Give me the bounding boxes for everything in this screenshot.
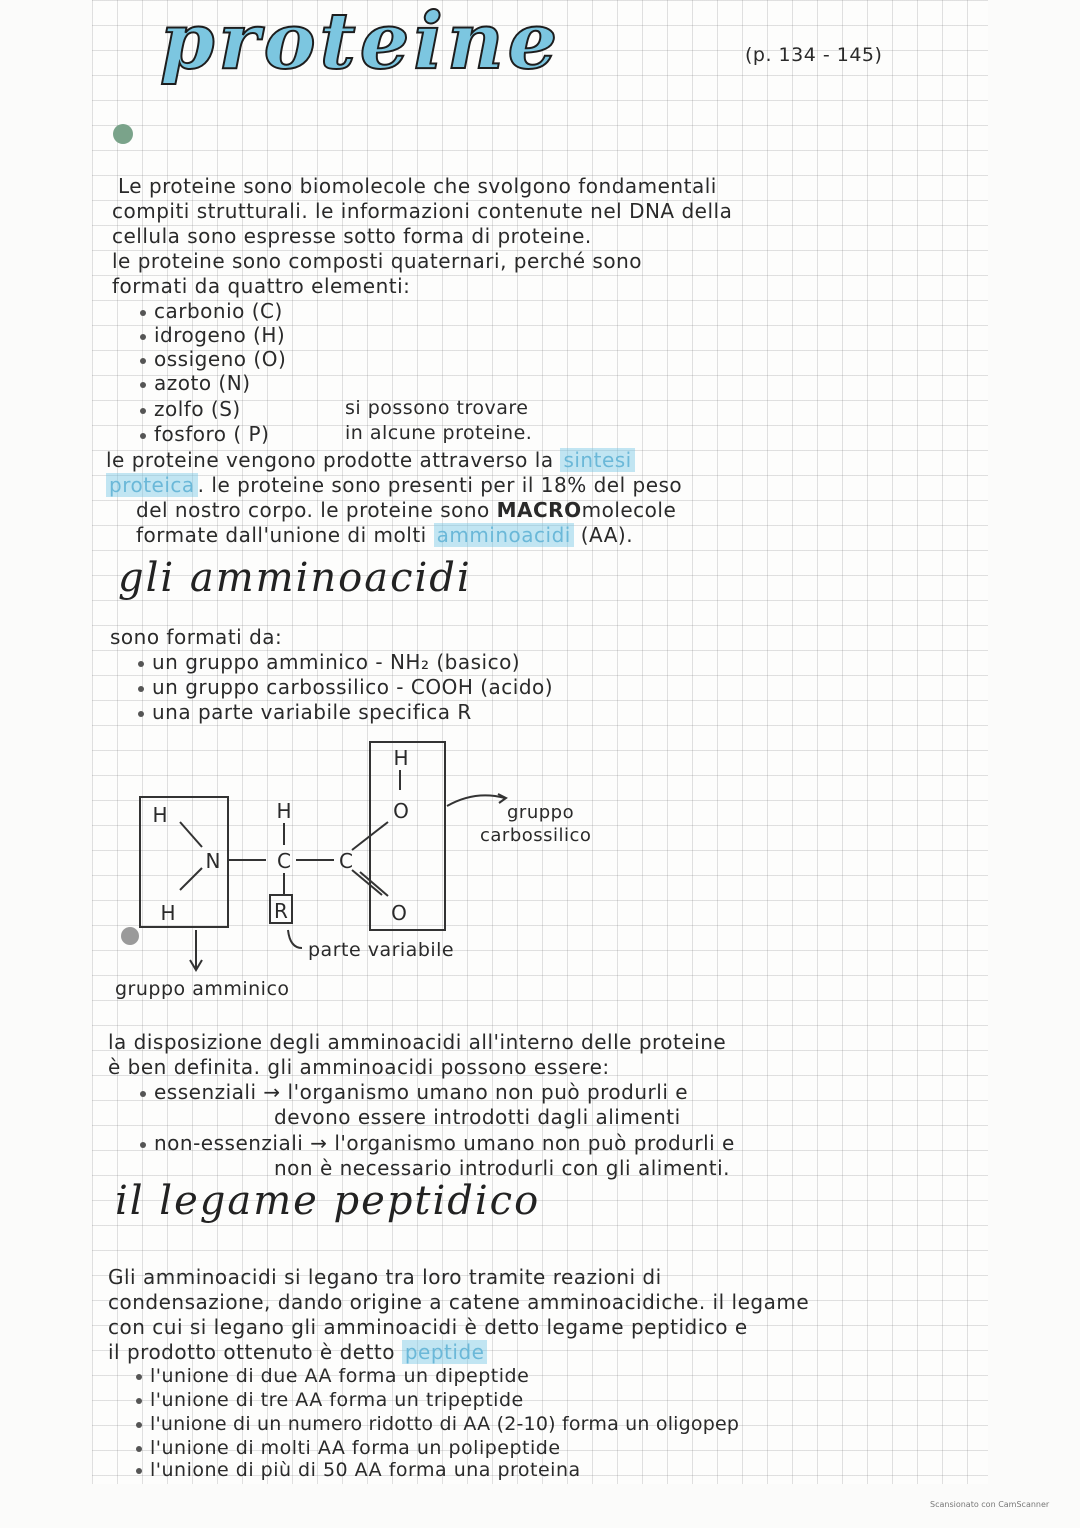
component-item: un gruppo amminico - NH₂ (basico) — [138, 650, 520, 674]
synthesis-line: proteica . le proteine sono presenti per il 18% del peso — [106, 473, 682, 497]
peptide-item: l'unione di molti AA forma un polipeptide — [136, 1437, 561, 1459]
peptide-line: Gli amminoacidi si legano tra loro tramite reazioni di — [108, 1265, 662, 1289]
bullet-icon — [136, 1422, 142, 1428]
synthesis-line: del nostro corpo. le proteine sono MACROmolecole — [136, 498, 677, 522]
bullet-icon — [136, 1374, 142, 1380]
nonessential-item-cont: non è necessario introdurli con gli alimenti. — [274, 1156, 731, 1180]
element-note: si possono trovare — [345, 397, 529, 419]
label-carbossilico: carbossilico — [480, 825, 592, 846]
component-item: una parte variabile specifica R — [138, 700, 472, 724]
element-item: fosforo ( P) — [140, 422, 269, 446]
synthesis-line: le proteine vengono prodotte attraverso la sintesi — [106, 448, 635, 472]
atom-o-double: O — [391, 901, 407, 925]
bullet-icon — [140, 1091, 146, 1097]
atom-c-alpha: C — [277, 849, 291, 873]
component-item: un gruppo carbossilico - COOH (acido) — [138, 675, 553, 699]
bullet-icon — [136, 1398, 142, 1404]
atom-h-top: H — [152, 803, 168, 827]
element-item: zolfo (S) — [140, 397, 241, 421]
page-title: proteine — [160, 0, 562, 87]
bullet-icon — [136, 1446, 142, 1452]
peptide-item: l'unione di due AA forma un dipeptide — [136, 1365, 529, 1387]
peptide-line: condensazione, dando origine a catene amminoacidiche. il legame — [108, 1290, 810, 1314]
intro-line: compiti strutturali. le informazioni contenute nel DNA della — [112, 199, 733, 223]
element-note: in alcune proteine. — [345, 422, 533, 444]
intro-line: formati da quattro elementi: — [112, 274, 411, 298]
element-item: azoto (N) — [140, 371, 251, 395]
essential-item: essenziali → l'organismo umano non può produrli e — [140, 1080, 688, 1104]
element-item: carbonio (C) — [140, 299, 283, 323]
peptide-line: il prodotto ottenuto è detto peptide — [108, 1340, 487, 1364]
atom-h-bottom: H — [160, 901, 176, 925]
section-heading-legame: il legame peptidico — [115, 1178, 541, 1224]
label-gruppo: gruppo — [507, 802, 575, 823]
atom-r: R — [274, 899, 288, 923]
atom-h-alpha: H — [276, 799, 292, 823]
essential-item-cont: devono essere introdotti dagli alimenti — [274, 1105, 681, 1129]
carboxyl-group-box — [370, 742, 445, 930]
intro-line: le proteine sono composti quaternari, perché sono — [112, 249, 642, 273]
element-item: idrogeno (H) — [140, 323, 285, 347]
bullet-icon — [140, 1142, 146, 1148]
section-heading-amminoacidi: gli amminoacidi — [118, 555, 472, 601]
disposition-line: è ben definita. gli amminoacidi possono essere: — [108, 1055, 610, 1079]
peptide-line: con cui si legano gli amminoacidi è detto legame peptidico e — [108, 1315, 748, 1339]
paper-mark — [121, 927, 139, 945]
synthesis-line: formate dall'unione di molti amminoacidi (AA). — [136, 523, 634, 547]
label-gruppo-amminico: gruppo amminico — [115, 978, 290, 1000]
intro-line: Le proteine sono biomolecole che svolgono fondamentali — [118, 174, 717, 198]
atom-n: N — [205, 849, 221, 873]
atom-c-carboxyl: C — [339, 849, 353, 873]
page-reference: (p. 134 - 145) — [745, 44, 883, 66]
disposition-line: la disposizione degli amminoacidi all'interno delle proteine — [108, 1030, 727, 1054]
peptide-item: l'unione di più di 50 AA forma una proteina — [136, 1459, 581, 1481]
nonessential-item: non-essenziali → l'organismo umano non può produrli e — [140, 1131, 735, 1155]
scanner-footer: Scansionato con CamScanner — [930, 1500, 1050, 1509]
section-lead: sono formati da: — [110, 625, 283, 649]
bullet-icon — [136, 1468, 142, 1474]
peptide-item: l'unione di un numero ridotto di AA (2-10) forma un oligopep — [136, 1413, 739, 1435]
atom-o-hydroxyl: O — [393, 799, 409, 823]
atom-h-hydroxyl: H — [393, 746, 409, 770]
peptide-item: l'unione di tre AA forma un tripeptide — [136, 1389, 524, 1411]
element-item: ossigeno (O) — [140, 347, 286, 371]
label-parte-variabile: parte variabile — [308, 939, 455, 961]
intro-line: cellula sono espresse sotto forma di proteine. — [112, 224, 592, 248]
